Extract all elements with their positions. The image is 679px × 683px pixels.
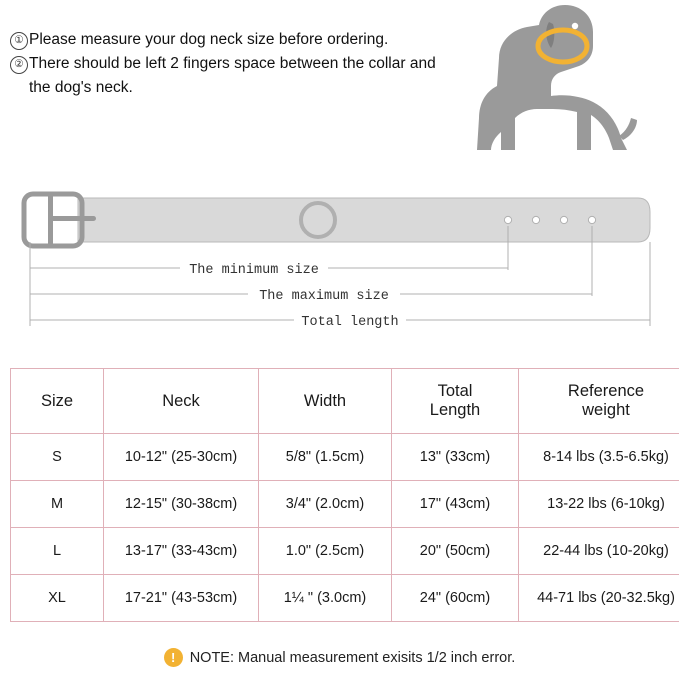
dog-icon [441, 0, 671, 180]
cell-width: 1.0" (2.5cm) [259, 528, 392, 575]
collar-hole [588, 216, 595, 223]
size-table [10, 368, 679, 622]
column-header-total-length [392, 369, 519, 434]
instruction-text: There should be left 2 fingers space between the collar and the dog's neck. [29, 55, 436, 97]
collar-hole [532, 216, 539, 223]
cell-width: 1¼ " (3.0cm) [259, 575, 392, 622]
cell-size: L [11, 528, 104, 575]
instruction-number-icon: ② [10, 56, 28, 74]
instruction-number-icon: ① [10, 32, 28, 50]
table-header-row [11, 369, 679, 434]
cell-reference-weight: 44-71 lbs (20-32.5kg) [519, 575, 679, 622]
dog-eye-icon [572, 23, 578, 29]
buckle-prong-shape [50, 216, 96, 221]
instructions-block [10, 28, 450, 100]
cell-width: 5/8" (1.5cm) [259, 434, 392, 481]
collar-diagram [8, 180, 668, 340]
table-row [11, 528, 679, 575]
cell-reference-weight: 8-14 lbs (3.5-6.5kg) [519, 434, 679, 481]
instruction-text: Please measure your dog neck size before ordering. [29, 31, 389, 48]
column-header-width: Width [259, 369, 392, 434]
cell-reference-weight: 22-44 lbs (10-20kg) [519, 528, 679, 575]
column-header-size: Size [11, 369, 104, 434]
column-header-total-line1: Total [437, 382, 473, 401]
table-row [11, 481, 679, 528]
cell-neck: 17-21" (43-53cm) [104, 575, 259, 622]
label-maximum-size: The maximum size [259, 289, 389, 304]
table-row [11, 575, 679, 622]
cell-total-length: 17" (43cm) [392, 481, 519, 528]
note-row [0, 648, 679, 667]
cell-width: 3/4" (2.0cm) [259, 481, 392, 528]
dog-tail-shape [619, 118, 637, 140]
cell-size: XL [11, 575, 104, 622]
cell-size: M [11, 481, 104, 528]
table-row [11, 434, 679, 481]
cell-reference-weight: 13-22 lbs (6-10kg) [519, 481, 679, 528]
column-header-reference-weight [519, 369, 679, 434]
column-header-neck: Neck [104, 369, 259, 434]
cell-neck: 12-15" (30-38cm) [104, 481, 259, 528]
collar-hole [560, 216, 567, 223]
cell-total-length: 24" (60cm) [392, 575, 519, 622]
column-header-total-line2: Length [429, 401, 481, 419]
cell-total-length: 20" (50cm) [392, 528, 519, 575]
column-header-ref-line1: Reference [567, 382, 645, 401]
cell-neck: 10-12" (25-30cm) [104, 434, 259, 481]
collar-diagram-svg [8, 180, 668, 340]
collar-hole [504, 216, 511, 223]
instruction-item [10, 52, 450, 100]
cell-neck: 13-17" (33-43cm) [104, 528, 259, 575]
instruction-item [10, 28, 450, 52]
note-text: NOTE: Manual measurement exisits 1/2 inch error. [189, 649, 516, 666]
warning-icon: ! [164, 648, 183, 667]
cell-total-length: 13" (33cm) [392, 434, 519, 481]
label-minimum-size: The minimum size [189, 263, 319, 278]
size-table-container [10, 368, 675, 622]
cell-size: S [11, 434, 104, 481]
column-header-ref-line2: weight [582, 401, 630, 419]
label-total-length: Total length [301, 315, 399, 330]
dog-illustration [441, 0, 671, 180]
